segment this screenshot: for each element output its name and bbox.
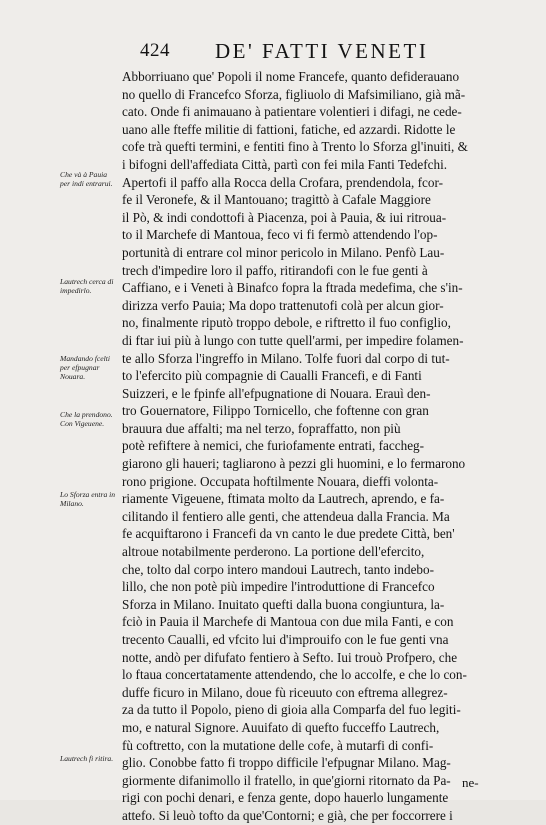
text-line: altroue notabilmente perderono. La portione dell'efercito,	[122, 544, 425, 560]
text-line: riamente Vigeuene, ftimata molto da Lautrech, aprendo, e fa-	[122, 491, 445, 507]
catchword: ne-	[462, 775, 479, 790]
page-header	[140, 40, 510, 66]
text-line: za da tutto il Popolo, pieno di gioia alla Comparfa del fuo legiti-	[122, 702, 461, 718]
text-line: mo, e natural Signore. Auuifato di quefto fucceffo Lautrech,	[122, 719, 440, 735]
text-line: attefo. Si leuò tofto da que'Contorni; e già, che per foccorrere i	[122, 807, 453, 823]
text-line: rigi con pochi denari, e fenza gente, dopo hauerlo lungamente	[122, 790, 449, 806]
margin-note: Lautrech fi ritira.	[60, 754, 114, 763]
text-line: cilitando il fentiero alle genti, che attendeua dalla Francia. Ma	[122, 508, 450, 524]
text-line: portunità di entrare col minor pericolo in Milano. Penfò Lau-	[122, 244, 445, 260]
text-line: to il Marchefe di Mantoua, feco vi fi fermò attendendo l'op-	[122, 227, 438, 243]
text-line: Sforza in Milano. Inuitato quefti dalla buona congiuntura, la-	[122, 596, 445, 612]
margin-note: Mandando fcelti per efpugnar Nouara.	[60, 354, 110, 381]
text-line: fe acquiftarono i Francefi da vn canto le due predete Città, ben'	[122, 526, 455, 542]
text-line: duffe ficuro in Milano, doue fù riceuuto con eftrema allegrez-	[122, 684, 448, 700]
text-line: notte, andò per difufato fentiero à Sefto. Iui trouò Profpero, che	[122, 649, 458, 665]
margin-note: Che và à Pauia per indi entrarui.	[60, 170, 113, 188]
text-line: il Pò, & indi condottofi à Piacenza, poi à Pauia, & iui ritroua-	[122, 209, 447, 225]
text-line: no quello di Francefco Sforza, figliuolo di Mafsimiliano, già mã-	[122, 86, 466, 102]
text-line: tro Gouernatore, Filippo Tornicello, che foftenne con gran	[122, 403, 429, 419]
text-line: Apertofi il paffo alla Rocca della Crofara, prendendola, fcor-	[122, 174, 443, 190]
text-line: fe il Veronefe, & il Mantouano; tragittò à Cafale Maggiore	[122, 192, 431, 208]
text-line: to l'efercito più compagnie di Caualli Francefi, e di Fanti	[122, 368, 422, 384]
text-line: giarono gli haueri; tagliarono à pezzi gli huomini, e lo fermarono	[122, 456, 466, 472]
text-line: trecento Caualli, ed vfcito lui d'improuifo con le fue genti vna	[122, 632, 449, 647]
text-line: dirizza verfo Pauia; Ma dopo trattenutofi colà per alcun gior-	[122, 297, 444, 313]
text-line: glio. Conobbe fatto fi troppo difficile l'efpugnar Milano. Mag-	[122, 755, 451, 771]
page-number: 424	[140, 40, 170, 61]
text-line: Caffiano, e i Veneti à Binafco fopra la ftrada medefima, che s'in-	[122, 280, 463, 296]
text-line: potè refiftere à nemici, che furiofamente entrati, faccheg-	[122, 438, 425, 454]
text-line: rono prigione. Occupata hoftilmente Nouara, dieffi volonta-	[122, 473, 439, 489]
text-line: i bifogni dell'affediata Città, partì con fei mila Fanti Tedefchi.	[122, 156, 448, 172]
text-line: che, tolto dal corpo intero mandoui Lautrech, tanto indebo-	[122, 561, 435, 577]
text-line: lo ftaua concertatamente attendendo, che lo accolfe, e che lo con-	[122, 667, 467, 683]
text-line: di ftar iui più à lungo con tutte quell'armi, per impedire folamen-	[122, 332, 464, 348]
text-line: lillo, che non potè più impedire l'introduttione di Francefco	[122, 579, 435, 595]
text-line: no, finalmente riputò troppo debole, e riftretto il fuo configlio,	[122, 315, 451, 331]
text-line: uano alle fteffe militie di fattioni, fatiche, ed azzardi. Ridotte le	[122, 121, 456, 137]
margin-note: Lautrech cerca di impedirlo.	[60, 277, 114, 295]
text-line: Abborriuano que' Popoli il nome Francefe, quanto defiderauano	[122, 69, 460, 84]
text-line: Suizzeri, e le fpinfe all'efpugnatione di Nouara. Erauì den-	[122, 385, 431, 401]
margin-note: Che la prendono. Con Vigeuene.	[60, 410, 113, 428]
text-line: cato. Onde fi animauano à patientare volentieri i difagi, ne cede-	[122, 104, 462, 120]
text-line: cofe trà quefti termini, e fentiti fino à Trento lo Sforza gl'inuiti, &	[122, 139, 468, 155]
text-line: fù coftretto, con la mutatione delle cofe, à mutarfi di confi-	[122, 737, 434, 753]
body-text	[122, 68, 515, 825]
margin-note: Lo Sforza entra in Milano.	[60, 490, 116, 508]
text-line: trech d'impedire loro il paffo, ritirandofi con le fue genti à	[122, 262, 428, 278]
text-line: te allo Sforza l'ingreffo in Milano. Tolfe fuori dal corpo di tut-	[122, 350, 450, 366]
text-line: brauura due affalti; ma nel terzo, fopraffatto, non più	[122, 420, 401, 436]
text-line: giormente difanimollo il fratello, in que'giorni ritornato da Pa-	[122, 772, 451, 788]
text-line: fciò in Pauia il Marchefe di Mantoua con due mila Fanti, e con	[122, 614, 454, 630]
running-head: DE' FATTI VENETI	[215, 39, 429, 63]
